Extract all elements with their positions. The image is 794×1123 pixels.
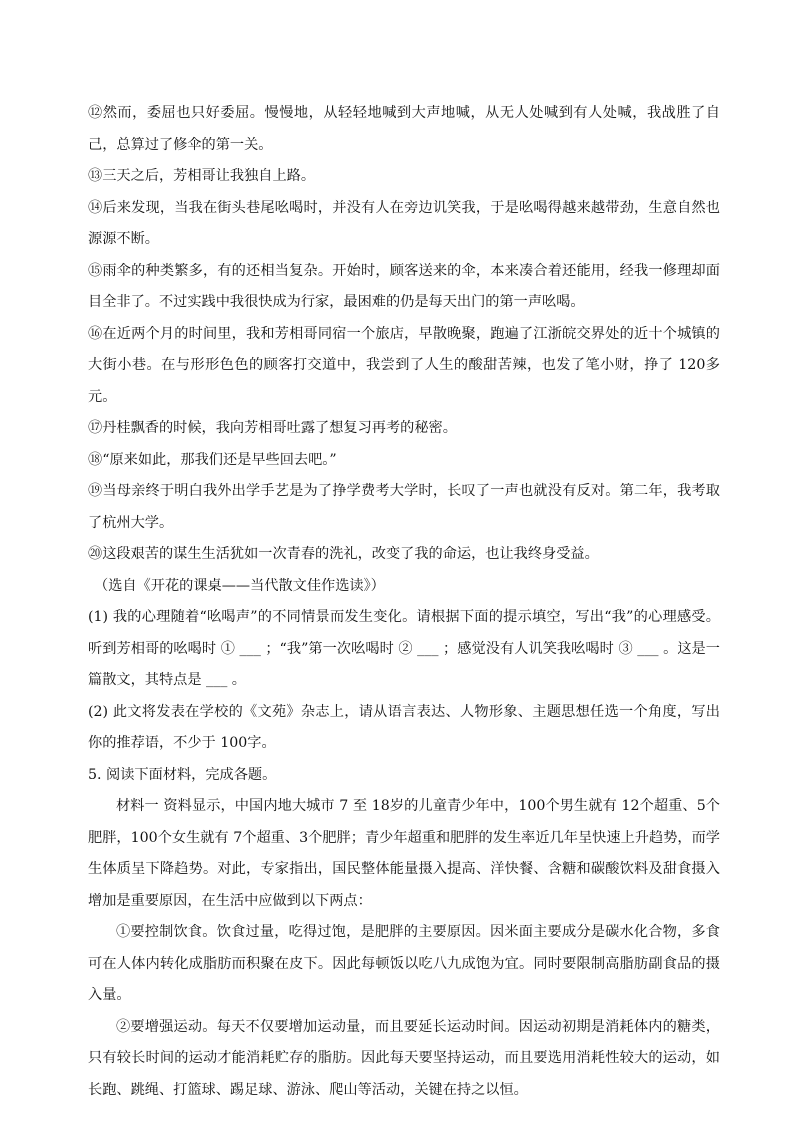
story-paragraph-14: ⑭后来发现，当我在街头巷尾吆喝时，并没有人在旁边讥笑我，于是吆喝得越来越带劲，生意自然也源源不断。 — [88, 199, 720, 247]
story-paragraph-20: ⑳这段艰苦的谋生生活犹如一次青春的洗礼，改变了我的命运，也让我终身受益。 — [88, 546, 599, 562]
question-2: (2) 此文将发表在学校的《文苑》杂志上，请从语言表达、人物形象、主题思想任选一个角度，写出你的推荐语，不少于 100字。 — [88, 703, 720, 751]
story-paragraph-19: ⑲当母亲终于明白我外出学手艺是为了挣学费考大学时，长叹了一声也就没有反对。第二年，我考取了杭州大学。 — [88, 483, 720, 531]
material-paragraph-2: ①要控制饮食。饮食过量，吃得过饱，是肥胖的主要原因。因米面主要成分是碳水化合物，多食可在人体内转化成脂肪而积聚在皮下。因此每顿饭以吃八九成饱为宜。同时要限制高脂肪副食品的摄入量。 — [88, 924, 720, 1003]
source-citation: （选自《开花的课桌——当代散文佳作选读》） — [94, 577, 385, 594]
question-1: (1) 我的心理随着“吆喝声”的不同情景而发生变化。请根据下面的提示填空，写出“我”的心理感受。听到芳相哥的吆喝时 ① ___ ；“我”第一次吆喝时 ② ___ ；感觉没有人讥笑我吆喝时 ③ ___ 。这是一篇散文，其特点是 ___ 。 — [88, 609, 720, 688]
material-paragraph-1: 材料一 资料显示，中国内地大城市 7 至 18岁的儿童青少年中，100个男生就有 12个超重、5个肥胖，100个女生就有 7个超重、3个肥胖；青少年超重和肥胖的发生率近几年呈快速上升趋势，而学生体质呈下降趋势。对此，专家指出，国民整体能量摄入提高、洋快餐、含糖和碳酸饮料及甜食摄入增加是重要原因，在生活中应做到以下两点： — [88, 798, 720, 909]
story-paragraph-16: ⑯在近两个月的时间里，我和芳相哥同宿一个旅店，早散晚聚，跑遍了江浙皖交界处的近十个城镇的大街小巷。在与形形色色的顾客打交道中，我尝到了人生的酸甜苦辣，也发了笔小财，挣了 120多元。 — [88, 325, 720, 405]
question-5-title: 5. 阅读下面材料，完成各题。 — [88, 766, 277, 783]
story-paragraph-15: ⑮雨伞的种类繁多，有的还相当复杂。开始时，顾客送来的伞，本来凑合着还能用，经我一修理却面目全非了。不过实践中我很快成为行家，最困难的仍是每天出门的第一声吆喝。 — [88, 262, 720, 310]
story-paragraph-13: ⑬三天之后，芳相哥让我独自上路。 — [88, 168, 316, 184]
story-paragraph-17: ⑰丹桂飘香的时候，我向芳相哥吐露了想复习再考的秘密。 — [88, 420, 457, 436]
story-paragraph-18: ⑱“原来如此，那我们还是早些回去吧。” — [88, 451, 337, 468]
material-paragraph-3: ②要增强运动。每天不仅要增加运动量，而且要延长运动时间。因运动初期是消耗体内的糖类，只有较长时间的运动才能消耗贮存的脂肪。因此每天要坚持运动，而且要选用消耗性较大的运动，如长跑、跳绳、打篮球、踢足球、游泳、爬山等活动，关键在持之以恒。 — [88, 1018, 720, 1098]
story-paragraph-12: ⑫然而，委屈也只好委屈。慢慢地，从轻轻地喊到大声地喊，从无人处喊到有人处喊，我战胜了自己，总算过了修伞的第一关。 — [88, 105, 720, 153]
document-page — [88, 98, 720, 1106]
